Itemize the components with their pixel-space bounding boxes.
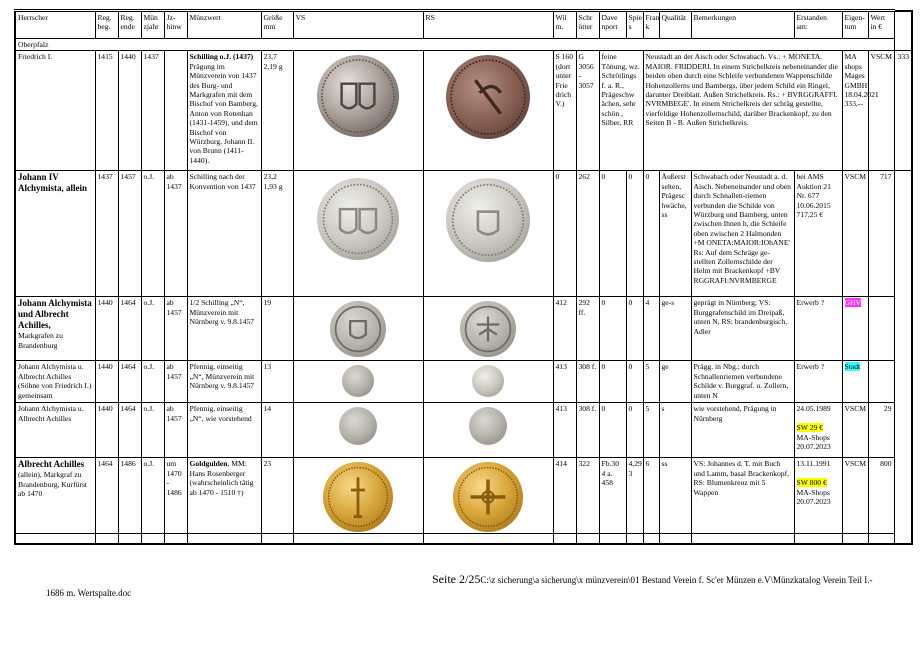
davenport-cell: 0 — [599, 297, 626, 361]
rs-image-cell — [423, 458, 553, 534]
header-frank: Fran k — [643, 11, 659, 39]
herrscher-cell: Johann IV Alchymista, allein — [15, 171, 95, 297]
coin-obverse-image — [342, 365, 374, 397]
vs-image-cell — [293, 297, 423, 361]
empty-cell — [261, 534, 293, 544]
frank-cell: 6 — [643, 458, 659, 534]
reg-ende-cell: 1440 — [118, 51, 141, 171]
empty-cell — [643, 534, 659, 544]
spies-cell: 0 — [626, 403, 643, 458]
eigentum-cell: VSCM — [842, 171, 868, 297]
herrscher-subtitle: Markgrafen zu Brandenburg — [18, 331, 63, 350]
muenzwert-cell: Pfennig, einseitig „N“, wie vorstehend — [187, 403, 261, 458]
wil-cell: S 160 (dort unter Frie drich V.) — [553, 51, 576, 171]
muenzwert-cell — [187, 458, 261, 534]
erstanden-cell — [794, 458, 842, 534]
jz-cell: ab 1457 — [164, 297, 187, 361]
muenzwert-title: Goldgulden — [189, 459, 228, 469]
reg-beg-cell: 1440 — [95, 297, 118, 361]
schroetter-cell: G 3056 - 3057 — [576, 51, 599, 171]
reg-beg-cell: 1440 — [95, 361, 118, 403]
schroetter-cell: 262 — [576, 171, 599, 297]
jahr-cell: o.J. — [141, 403, 164, 458]
eigentum-cell — [842, 297, 868, 361]
header-bemerkungen: Bemerkungen — [691, 11, 794, 39]
header-wert: Wert in € — [868, 11, 894, 39]
rs-image-cell — [423, 51, 553, 171]
file-name: 1686 m. Wertspalte.doc — [46, 588, 132, 598]
wil-cell: 414 — [553, 458, 576, 534]
muenzwert-cell: Pfennig, einseitig „N“, Münzverein mit Nürnberg v. 9.8.1457 — [187, 361, 261, 403]
coin-reverse-image — [469, 407, 507, 445]
vs-image-cell — [293, 51, 423, 171]
empty-cell — [15, 534, 95, 544]
schroetter-cell: 308 f. — [576, 403, 599, 458]
empty-cell — [842, 534, 868, 544]
coin-reverse-image — [446, 55, 530, 139]
erstanden-text: MA-Shops 20.07.2023 — [796, 487, 831, 507]
table-row — [15, 361, 912, 403]
muenzwert-cell: 1/2 Schilling „N“, Münzverein mit Nürnberg v. 9.8.1457 — [187, 297, 261, 361]
spies-cell: 0 — [626, 297, 643, 361]
muenzwert-text: (wahrscheinlich tätig ab 1470 - 1510 †) — [189, 478, 254, 497]
bemerkungen-cell: geprägt in Nürnberg; VS: Burggrafenschild im Dreipaß, unten N, RS: brandenburgisch. Adler — [691, 297, 794, 361]
empty-cell — [293, 534, 423, 544]
empty-cell — [599, 534, 626, 544]
erstanden-date: 24.05.1989 — [796, 404, 831, 414]
empty-row — [15, 534, 912, 544]
coin-reverse-image — [472, 365, 504, 397]
coin-obverse-image — [317, 178, 399, 260]
header-erstanden: Erstanden am: — [794, 11, 842, 39]
empty-cell — [187, 534, 261, 544]
davenport-cell: 0 — [599, 403, 626, 458]
header-muenzwert: Münzwert — [187, 11, 261, 39]
header-schroetter: Schr ötter — [576, 11, 599, 39]
reg-ende-cell: 1486 — [118, 458, 141, 534]
jahr-cell: o.J. — [141, 171, 164, 297]
herrscher-title: Albrecht Achilles — [18, 459, 85, 470]
bemerkungen-cell: VS: Johannes d. T. mit Buch und Lamm, basal Brackenkopf, RS: Blumenkreuz mit 5 Wappen — [691, 458, 794, 534]
section-label: Oberpfalz — [15, 39, 894, 51]
muenzwert-cell — [187, 51, 261, 171]
wert-cell — [868, 297, 894, 361]
header-spies: Spie s — [626, 11, 643, 39]
spies-cell: 4,29 3 — [626, 458, 643, 534]
table-row — [15, 297, 912, 361]
empty-cell — [691, 534, 794, 544]
erstanden-cell: Erwerb ? — [794, 361, 842, 403]
table-row — [15, 171, 912, 297]
eigentum-cell: VSCM — [868, 51, 894, 171]
erstanden-cell: Erwerb ? — [794, 297, 842, 361]
wert-cell: 29 — [868, 403, 894, 458]
wert-cell: 333 — [894, 51, 912, 171]
schroetter-cell: 308 f. — [576, 361, 599, 403]
muenzwert-text: Prägung im Münzverein von 1437 des Burg- und Markgrafen mit dem Bischof von Bamberg, Anton von Rotenhan (1431-1459), und dem Bischof von Würzburg, Johann II. von Brunn (1411-1440). — [189, 61, 258, 165]
davenport-cell: 0 — [599, 171, 626, 297]
qualitaet-cell: s — [659, 403, 691, 458]
groesse-cell: 19 — [261, 297, 293, 361]
frank-cell: 5 — [643, 403, 659, 458]
qualitaet-cell: ge — [659, 361, 691, 403]
header-reg-beg: Reg. beg. — [95, 11, 118, 39]
reg-beg-cell: 1440 — [95, 403, 118, 458]
header-vs: VS — [293, 11, 423, 39]
header-row — [15, 11, 912, 39]
reg-ende-cell: 1457 — [118, 171, 141, 297]
empty-cell — [423, 534, 553, 544]
header-qualitaet: Qualität — [659, 11, 691, 39]
rs-image-cell — [423, 403, 553, 458]
rs-image-cell — [423, 361, 553, 403]
header-herrscher: Herrscher — [15, 11, 95, 39]
herrscher-cell: Johann Alchymista u. Albrecht Achilles — [15, 403, 95, 458]
eigentum-highlight: Stadt — [844, 362, 861, 372]
groesse-cell: 23 — [261, 458, 293, 534]
empty-cell — [626, 534, 643, 544]
header-jahr-hinweis: Jz-hinw — [164, 11, 187, 39]
reg-beg-cell: 1437 — [95, 171, 118, 297]
herrscher-subtitle: (allein), Markgraf zu Brandenburg, Kurfürst ab 1470 — [18, 470, 88, 499]
vs-image-cell — [293, 403, 423, 458]
herrscher-cell: Friedrich I. — [15, 51, 95, 171]
erstanden-highlight: SW 800 € — [796, 478, 827, 488]
rs-image-cell — [423, 171, 553, 297]
jahr-cell: 1437 — [141, 51, 164, 171]
wert-cell: 800 — [868, 458, 894, 534]
eigentum-cell: VSCM — [842, 458, 868, 534]
file-path: C:\z sicherung\a sicherung\x münzverein\01 Bestand Verein f. Sc'er Münzen e.V\Münzkatalog Verein Teil I.- — [480, 575, 873, 585]
page-footer — [432, 572, 872, 587]
herrscher-title: Johann Alchymista und Albrecht Achilles, — [18, 298, 92, 331]
groesse-cell: 23,7 2,19 g — [261, 51, 293, 171]
frank-cell: 5 — [643, 361, 659, 403]
empty-cell — [141, 534, 164, 544]
vs-image-cell — [293, 361, 423, 403]
jz-cell — [164, 51, 187, 171]
header-reg-ende: Reg. ende — [118, 11, 141, 39]
spies-cell: 0 — [626, 171, 643, 297]
groesse-cell: 14 — [261, 403, 293, 458]
erstanden-cell: bei AMS Auktion 21 Nr. 677 10.06.2015 717,25 € — [794, 171, 842, 297]
table-row — [15, 51, 912, 171]
empty-cell — [553, 534, 576, 544]
page-number: Seite 2/25 — [432, 572, 481, 586]
wert-cell — [868, 361, 894, 403]
coin-reverse-image — [460, 301, 516, 357]
jz-cell: ab 1437 — [164, 171, 187, 297]
header-eigentum: Eigen-tum — [842, 11, 868, 39]
coin-catalog-table — [14, 9, 913, 545]
erstanden-highlight: SW 29 € — [796, 423, 823, 433]
eigentum-cell — [842, 361, 868, 403]
rs-image-cell — [423, 297, 553, 361]
spies-cell: 0 — [626, 361, 643, 403]
erstanden-cell: MA shops Mages GMBH 18.04.2021 333,-- — [842, 51, 868, 171]
bemerkungen-cell: Prägg. in Nbg.; durch Schnallenriemen verbundene Schilde v. Burggraf. u. Zollern, unten N — [691, 361, 794, 403]
erstanden-text: MA-Shops 20.07.2023 — [796, 432, 831, 452]
jz-cell: ab 1457 — [164, 361, 187, 403]
davenport-cell: 0 — [599, 361, 626, 403]
section-row — [15, 39, 912, 51]
qualitaet-cell: ge-s — [659, 297, 691, 361]
schroetter-cell: 292 ff. — [576, 297, 599, 361]
jz-cell: um 1470 - 1486 — [164, 458, 187, 534]
coin-reverse-image — [453, 462, 523, 532]
herrscher-cell — [15, 458, 95, 534]
coin-obverse-image — [339, 407, 377, 445]
wil-cell: 413 — [553, 403, 576, 458]
vs-image-cell — [293, 458, 423, 534]
wil-cell: 412 — [553, 297, 576, 361]
davenport-cell: Fb.30 4 a. 458 — [599, 458, 626, 534]
frank-cell: 4 — [643, 297, 659, 361]
coin-reverse-image — [446, 178, 530, 262]
eigentum-highlight: GHV — [844, 298, 861, 308]
muenzwert-mm: , MM: Hans Rosenberger — [189, 459, 247, 478]
eigentum-cell: VSCM — [842, 403, 868, 458]
header-davenport: Dave nport — [599, 11, 626, 39]
herrscher-cell — [15, 297, 95, 361]
muenzwert-title: Schilling o.J. (1437) — [189, 52, 254, 62]
header-groesse: Größe mm — [261, 11, 293, 39]
frank-cell: 0 — [643, 171, 659, 297]
header-rs: RS — [423, 11, 553, 39]
qualitaet-cell: ss — [659, 458, 691, 534]
jahr-cell: o.J. — [141, 361, 164, 403]
herrscher-cell: Johann Alchymista u. Albrecht Achilles (Söhne von Friedrich I.) gemeinsam — [15, 361, 95, 403]
coin-obverse-image — [323, 462, 393, 532]
table-row — [15, 403, 912, 458]
bemerkungen-cell: wie vorstehend, Prägung in Nürnberg — [691, 403, 794, 458]
muenzwert-cell: Schilling nach der Konvention von 1437 — [187, 171, 261, 297]
erstanden-cell — [794, 403, 842, 458]
coin-obverse-image — [330, 301, 386, 357]
reg-ende-cell: 1464 — [118, 297, 141, 361]
empty-cell — [794, 534, 842, 544]
reg-beg-cell: 1415 — [95, 51, 118, 171]
empty-cell — [164, 534, 187, 544]
header-wilmersdoerffer: Wil m. — [553, 11, 576, 39]
groesse-cell: 23,2 1,93 g — [261, 171, 293, 297]
wil-cell: 0 — [553, 171, 576, 297]
table-row — [15, 458, 912, 534]
erstanden-date: 13.11.1991 — [796, 459, 831, 469]
qualitaet-cell: Äußerst selten, Prägesc hwäche, ss — [659, 171, 691, 297]
groesse-cell: 13 — [261, 361, 293, 403]
bemerkungen-cell: Neustadt an der Aisch oder Schwabach. Vs.: + MONETA. MAIOR. FRIDDERI. In einem Strichelkreis nebeneinander die beiden oben durch eine Schleife verbundenen Wappenschilde Hohenzollerns und Bambergs, über jedem Schild ein Ringel, darunter Dreiblatt. Außen Strichelkreis. Rs.: + BVRGGRAFFI. NVRMBEGE'. In einem Strichelkreis der schräg gestellte, vierfeldige Hohenzollernschild, darüber Brackenkopf, zu den Seiten B - B. Außen Strichelkreis. — [643, 51, 842, 171]
coin-obverse-image — [317, 55, 399, 137]
empty-cell — [868, 534, 894, 544]
jz-cell: ab 1457 — [164, 403, 187, 458]
vs-image-cell — [293, 171, 423, 297]
reg-beg-cell: 1464 — [95, 458, 118, 534]
wert-cell: 717 — [868, 171, 894, 297]
jahr-cell: o.J. — [141, 297, 164, 361]
empty-cell — [95, 534, 118, 544]
jahr-cell: o.J. — [141, 458, 164, 534]
davenport-cell: feine Tönung, wz. Schrötlings f. a. R., Prägeschw ächen, sehr schön , Silber, RR — [599, 51, 643, 171]
reg-ende-cell: 1464 — [118, 403, 141, 458]
empty-cell — [118, 534, 141, 544]
empty-cell — [659, 534, 691, 544]
header-muenzjahr: Mün zjahr — [141, 11, 164, 39]
empty-cell — [576, 534, 599, 544]
schroetter-cell: 322 — [576, 458, 599, 534]
reg-ende-cell: 1464 — [118, 361, 141, 403]
bemerkungen-cell: Schwabach oder Neustadt a. d. Aisch. Nebeneinander und oben durch Schnallen-riemen verbunden die Schilde von Würzburg und Bamberg, unten zwischen Ihnen h, die Schleife oben zwischen 2 Halmonden +M ONETA:MAIOR:IOhANE' Rs: Auf dem Schräge ge-stellten Zollernschilde der Helm mit Brackenkopf +BV RGGRAFI:NVRMBERGE — [691, 171, 794, 297]
wil-cell: 413 — [553, 361, 576, 403]
